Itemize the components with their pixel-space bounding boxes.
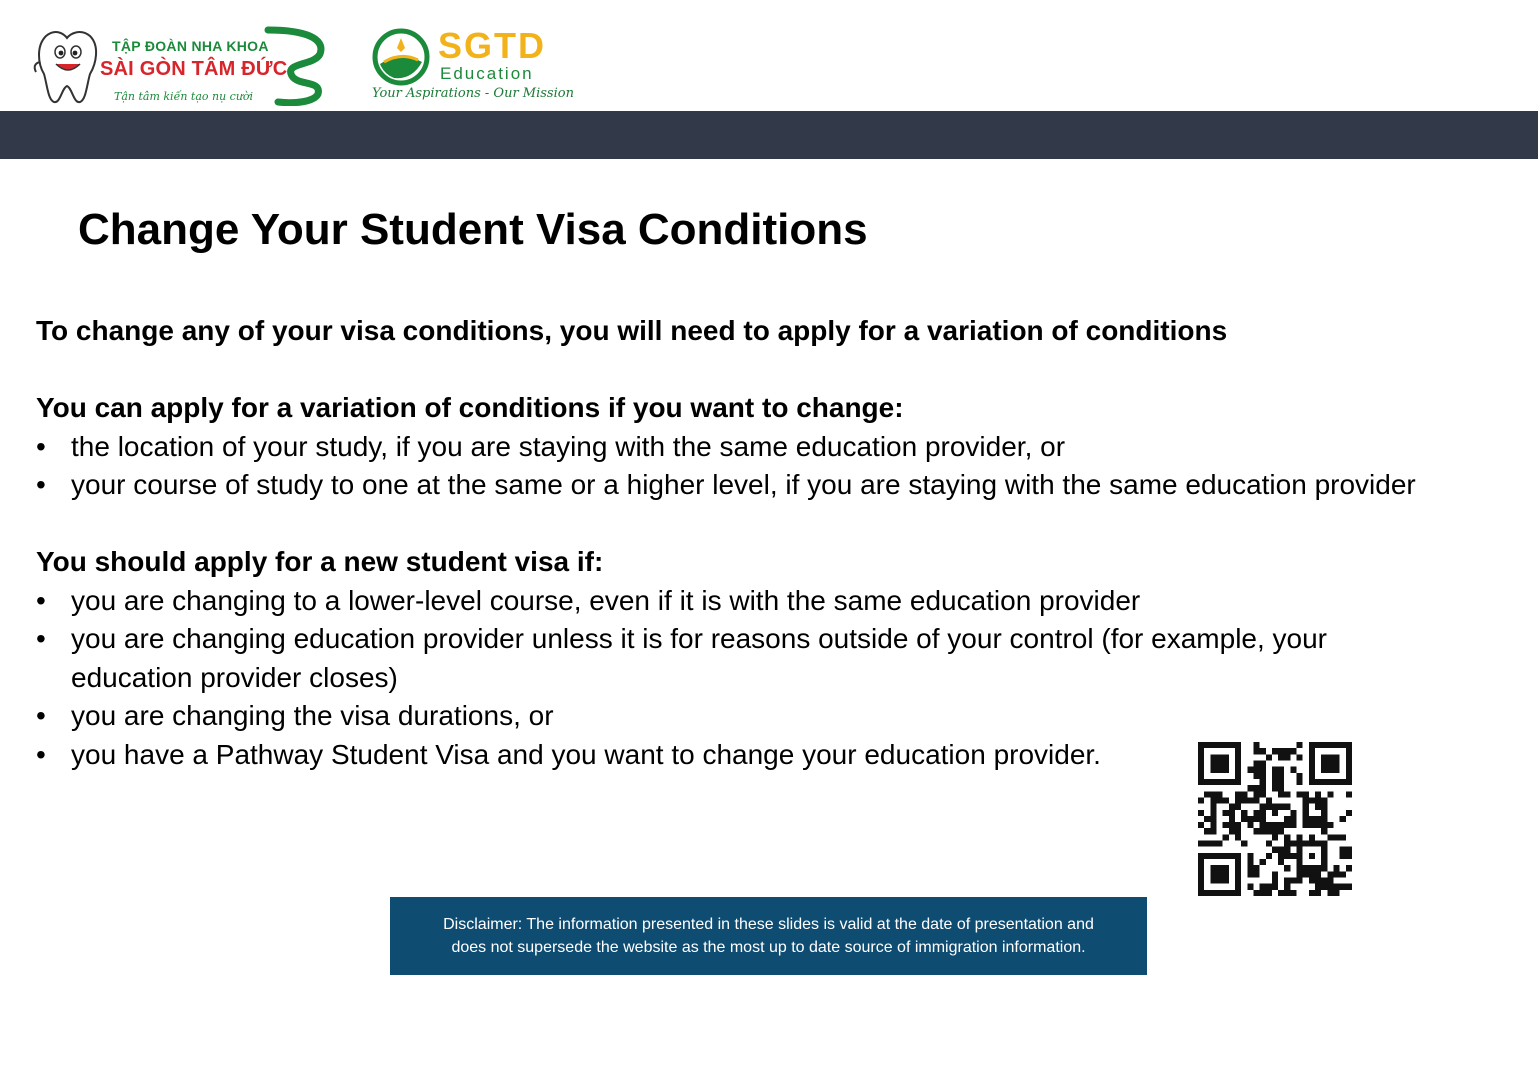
slide-content	[36, 312, 1416, 774]
tooth-mascot-icon	[32, 28, 102, 106]
slide-title: Change Your Student Visa Conditions	[78, 205, 868, 254]
education-text: Education	[440, 64, 534, 83]
saigon-tam-duc-logo	[28, 22, 338, 110]
spacer	[36, 351, 1416, 390]
bullet-icon: •	[36, 469, 46, 500]
disclaimer-line-1: Disclaimer: The information presented in these slides is valid at the date of presentation and	[443, 916, 1094, 933]
sgtd-tagline: Your Aspirations - Our Mission	[372, 86, 574, 101]
list-item	[36, 620, 1416, 697]
list-item-text: you are changing education provider unless it is for reasons outside of your control (for example, your education provider closes)	[71, 623, 1328, 693]
logo1-tagline: Tận tâm kiến tạo nụ cười	[114, 90, 254, 103]
list-item	[36, 582, 1416, 621]
list-item-text: the location of your study, if you are staying with the same education provider, or	[71, 430, 1066, 462]
list-item-text: you have a Pathway Student Visa and you want to change your education provider.	[71, 738, 1101, 770]
header	[0, 0, 1538, 111]
list-item	[36, 697, 1416, 736]
variation-list	[36, 428, 1416, 505]
disclaimer-line-2: does not supersede the website as the most up to date source of immigration information.	[451, 939, 1086, 956]
section-new-visa-heading: You should apply for a new student visa if:	[36, 546, 604, 577]
list-item	[36, 466, 1416, 505]
sgtd-education-logo	[368, 25, 574, 110]
bullet-icon: •	[36, 738, 46, 770]
bullet-icon: •	[36, 430, 46, 462]
qr-code-icon	[1198, 742, 1352, 896]
list-item-text: you are changing the visa durations, or	[71, 700, 554, 731]
logo1-main-text: SÀI GÒN TÂM ĐỨC	[100, 58, 288, 80]
bullet-icon: •	[36, 584, 46, 616]
sgtd-emblem-icon	[372, 28, 430, 86]
spacer	[36, 505, 1416, 544]
bullet-icon: •	[36, 700, 46, 731]
disclaimer-box	[390, 897, 1147, 975]
list-item-text: you are changing to a lower-level course, even if it is with the same education provider	[71, 584, 1141, 616]
section-variation-heading: You can apply for a variation of conditions if you want to change:	[36, 392, 904, 423]
intro-text: To change any of your visa conditions, you will need to apply for a variation of conditions	[36, 315, 1228, 346]
list-item	[36, 428, 1416, 467]
sgtd-brand-text: SGTD	[438, 25, 547, 66]
header-band	[0, 111, 1538, 159]
bullet-icon: •	[36, 623, 46, 654]
swoosh-icon	[264, 24, 334, 106]
list-item-text: your course of study to one at the same or a higher level, if you are staying with the same education provider	[71, 469, 1416, 500]
logo1-top-text: TẬP ĐOÀN NHA KHOA	[112, 38, 269, 54]
